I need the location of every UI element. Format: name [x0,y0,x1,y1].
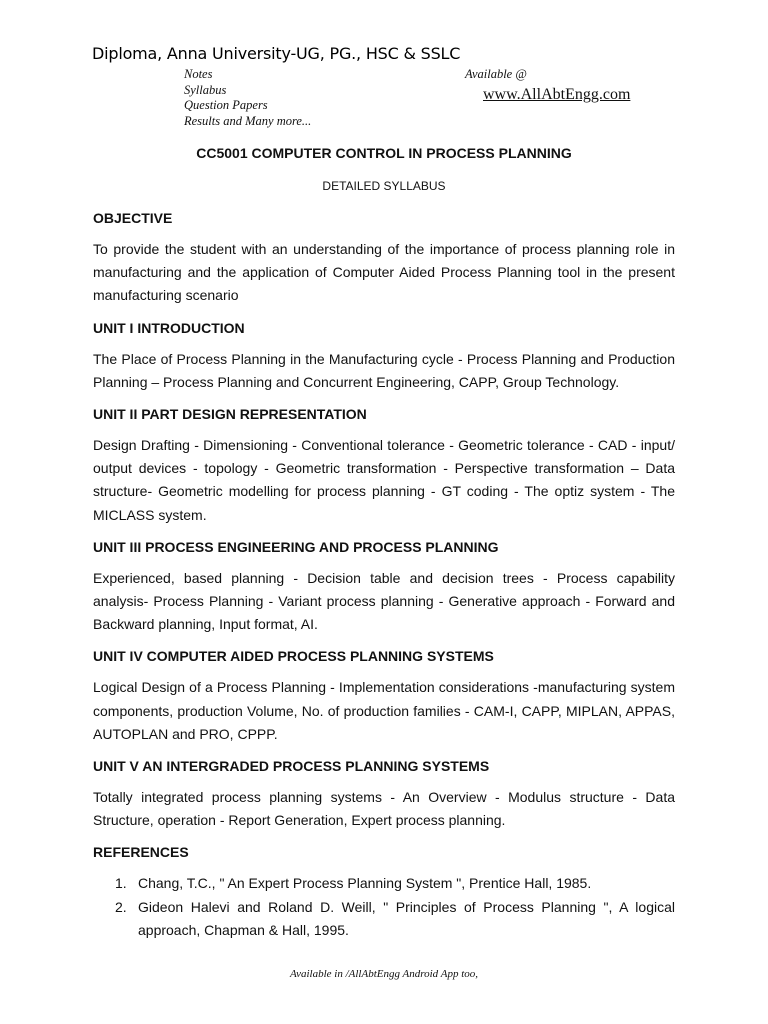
header-note-item: Syllabus [184,82,227,97]
section-body: The Place of Process Planning in the Manufacturing cycle - Process Planning and Production Planning – Process Planning and Concurrent Engineering, CAPP, Group Technology. [93,350,675,390]
reference-item [93,872,675,895]
section-body: Design Drafting - Dimensioning - Conventional tolerance - Geometric tolerance - CAD - input/ output devices - topology - Geometric transformation - Perspective transformation – Data structure- Geometric modelling for process planning - GT coding - The optiz system - The MICLASS system. [93,437,675,523]
section-heading: UNIT I INTRODUCTION [93,319,245,336]
references-list [93,872,675,942]
page-footer: Available in /AllAbtEngg Android App too, [289,968,478,980]
header-title: Diploma, Anna University-UG, PG., HSC & SSLC [92,44,461,63]
section-unit-3 [93,537,675,637]
section-heading: REFERENCES [93,844,189,861]
section-unit-1 [93,318,675,394]
reference-number: 1. [115,875,127,892]
syllabus-content [93,208,675,942]
section-body: To provide the student with an understanding of the importance of process planning role in manufacturing and the application of Computer Aided Process Planning tool in the present manufacturing scenario [93,241,675,304]
reference-number: 2. [115,898,127,915]
header-note-item: Notes [184,67,213,81]
section-unit-5 [93,756,675,832]
header-note-item: Question Papers [184,98,268,112]
section-heading: UNIT III PROCESS ENGINEERING AND PROCESS PLANNING [93,538,499,555]
header-notes-list [184,67,311,129]
reference-item [93,896,675,942]
section-body: Totally integrated process planning systems - An Overview - Modulus structure - Data Structure, operation - Report Generation, Expert process planning. [93,789,675,829]
section-body: Experienced, based planning - Decision table and decision trees - Process capability analysis- Process Planning - Variant process planning - Generative approach - Forward and Backward planning, Input format, AI. [93,569,675,633]
section-heading: OBJECTIVE [93,210,173,226]
section-unit-4 [93,646,675,746]
header-url-link[interactable]: www.AllAbtEngg.com [483,86,631,103]
header-available-label: Available @ [465,67,527,81]
section-heading: UNIT II PART DESIGN REPRESENTATION [93,406,367,423]
document-title: CC5001 COMPUTER CONTROL IN PROCESS PLANNING [196,145,572,161]
document-subtitle: DETAILED SYLLABUS [322,179,446,193]
section-heading: UNIT IV COMPUTER AIDED PROCESS PLANNING SYSTEMS [93,648,494,665]
reference-text: Gideon Halevi and Roland D. Weill, " Principles of Process Planning ", A logical approach, Chapman & Hall, 1995. [138,898,675,938]
section-body: Logical Design of a Process Planning - Implementation considerations -manufacturing system components, production Volume, No. of production families - CAM-I, CAPP, MIPLAN, APPAS, AUTOPLAN and PRO, CPPP. [93,679,675,742]
section-heading: UNIT V AN INTERGRADED PROCESS PLANNING SYSTEMS [93,758,490,775]
section-objective [93,208,675,308]
section-unit-2 [93,404,675,527]
section-references [93,842,675,942]
reference-text: Chang, T.C., " An Expert Process Planning System ", Prentice Hall, 1985. [138,875,592,892]
header-note-item: Results and Many more... [184,113,312,128]
